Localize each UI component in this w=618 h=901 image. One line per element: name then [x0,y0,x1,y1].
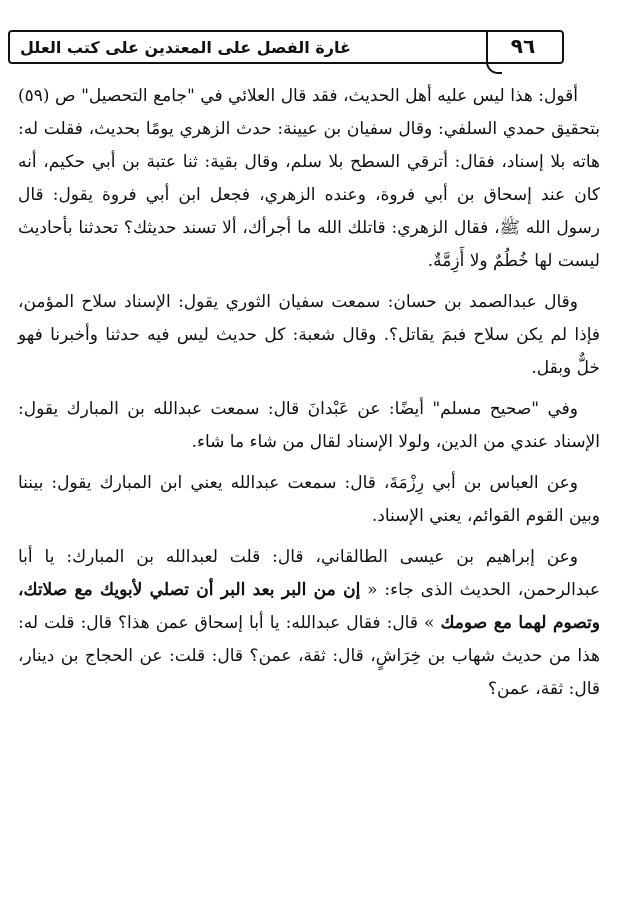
paragraph-1 [18,80,600,278]
page-number: ٩٦ [510,34,536,58]
paragraph-4 [18,467,600,533]
page-number-box [486,30,558,64]
paragraph-2 [18,286,600,385]
body-text [18,80,600,706]
paragraph-text: وقال عبدالصمد بن حسان: سمعت سفيان الثوري يقول: الإسناد سلاح المؤمن، فإذا لم يكن سلاح فبمَ يقاتل؟. وقال شعبة: كل حديث ليس فيه حدثنا وأخبرنا فهو خلٌّ وبقل. [18,292,600,378]
paragraph-5 [18,541,600,706]
hadith-quote: إن من البر بعد البر أن تصلي لأبويك مع صلاتك، وتصوم لهما مع صومك [18,580,600,633]
header-title: غارة الفصل على المعتدين على كتب العلل [20,38,351,57]
running-header [8,30,564,64]
header-ornament [486,58,502,74]
paragraph-text: أقول: هذا ليس عليه أهل الحديث، فقد قال العلائي في "جامع التحصيل" ص (٥٩) بتحقيق حمدي السلفي: وقال سفيان بن عيينة: حدث الزهري يومًا بحديث، فقلت له: هاته بلا إسناد، فقال: أترقي السطح بلا سلم، وقال بقية: ثنا عتبة بن أبي حكيم، أنه كان عند إسحاق بن أبي فروة، وعنده الزهري، فجعل ابن أبي فروة يقول: قال رسول الله ﷺ، فقال الزهري: قاتلك الله ما أجرأك، ألا تسند حديثك؟ تحدثنا بأحاديث ليست لها خُطُمٌ ولا أَزِمَّةٌ. [18,86,601,271]
paragraph-text: وفي "صحيح مسلم" أيضًا: عن عَبْدانَ قال: سمعت عبدالله بن المبارك يقول: الإسناد عندي من الدين، ولولا الإسناد لقال من شاء ما شاء. [18,399,600,452]
paragraph-text: وعن إبراهيم بن عيسى الطالقاني، قال: قلت لعبدالله بن المبارك: يا أبا عبدالرحمن، الحديث الذى جاء: « [18,547,600,600]
paragraph-text: وعن العباس بن أبي رِزْمَةَ، قال: سمعت عبدالله يعني ابن المبارك يقول: بيننا وبين القوم القوائم، يعني الإسناد. [18,473,600,526]
paragraph-text: » قال: فقال عبدالله: يا أبا إسحاق عمن هذا؟ قال: قلت له: هذا من حديث شهاب بن خِرَاشٍ، قال: ثقة، عمن؟ قال: قلت: عن الحجاج بن دينار، قال: ثقة، عمن؟ [18,613,600,699]
paragraph-3 [18,393,600,459]
